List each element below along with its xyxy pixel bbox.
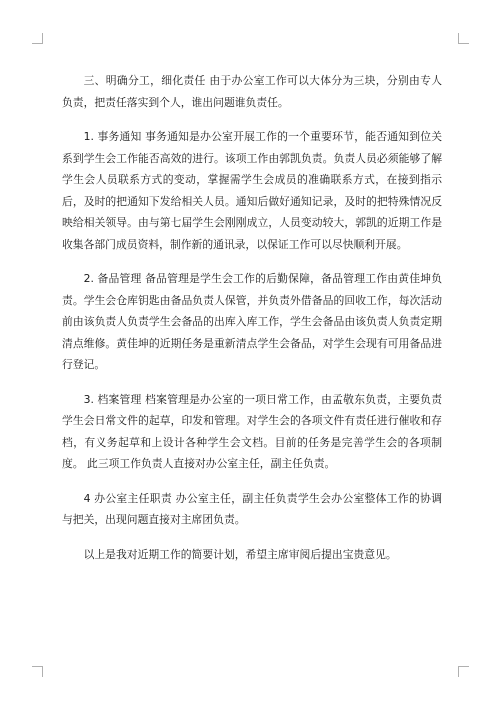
crop-mark-top-left: [32, 33, 43, 44]
paragraph-section-three: 三、明确分工，细化责任 由于办公室工作可以大体分为三块，分别由专人负责，把责任落实到个人，谁出问题谁负责任。: [62, 74, 442, 109]
paragraph-director-duties: 4 办公室主任职责 办公室主任，副主任负责学生会办公室整体工作的协调与把关，出现问题直接对主席团负责。: [62, 491, 442, 526]
crop-mark-bottom-left: [32, 666, 43, 677]
paragraph-supplies-management: 2. 备品管理 备品管理是学生会工作的后勤保障，备品管理工作由黄佳坤负责。学生会仓库钥匙由备品负责人保管，并负责外借备品的回收工作，每次活动前由该负责人负责学生会备品的出库入库工作，学生会备品由该负责人负责定期清点维修。黄佳坤的近期任务是重新清点学生会备品，对学生会现有可用备品进行登记。: [62, 272, 442, 371]
crop-mark-bottom-right: [458, 666, 469, 677]
paragraph-closing: 以上是我对近期工作的简要计划，希望主席审阅后提出宝贵意见。: [83, 547, 397, 561]
paragraph-affairs-notice: 1. 事务通知 事务通知是办公室开展工作的一个重要环节，能否通知到位关系到学生会工作能否高效的进行。该项工作由郭凯负责。负责人员必须能够了解学生会人员联系方式的变动，掌握需学生会成员的准确联系方式，在接到指示后，及时的把通知下发给相关人员。通知后做好通知记录，及时的把特殊情况反映给相关领导。由与第七届学生会刚刚成立，人员变动较大，郭凯的近期工作是收集各部门成员资料，制作新的通讯录，以保证工作可以尽快顺利开展。: [62, 130, 442, 251]
document-body: [62, 70, 442, 578]
crop-mark-top-right: [458, 33, 469, 44]
paragraph-archive-management: 3. 档案管理 档案管理是办公室的一项日常工作，由孟敬东负责，主要负责学生会日常文件的起草，印发和管理。对学生会的各项文件有责任进行催收和存档，有义务起草和上设计各种学生会文档。目前的任务是完善学生会的各项制度。 此三项工作负责人直接对办公室主任，副主任负责。: [62, 392, 442, 470]
